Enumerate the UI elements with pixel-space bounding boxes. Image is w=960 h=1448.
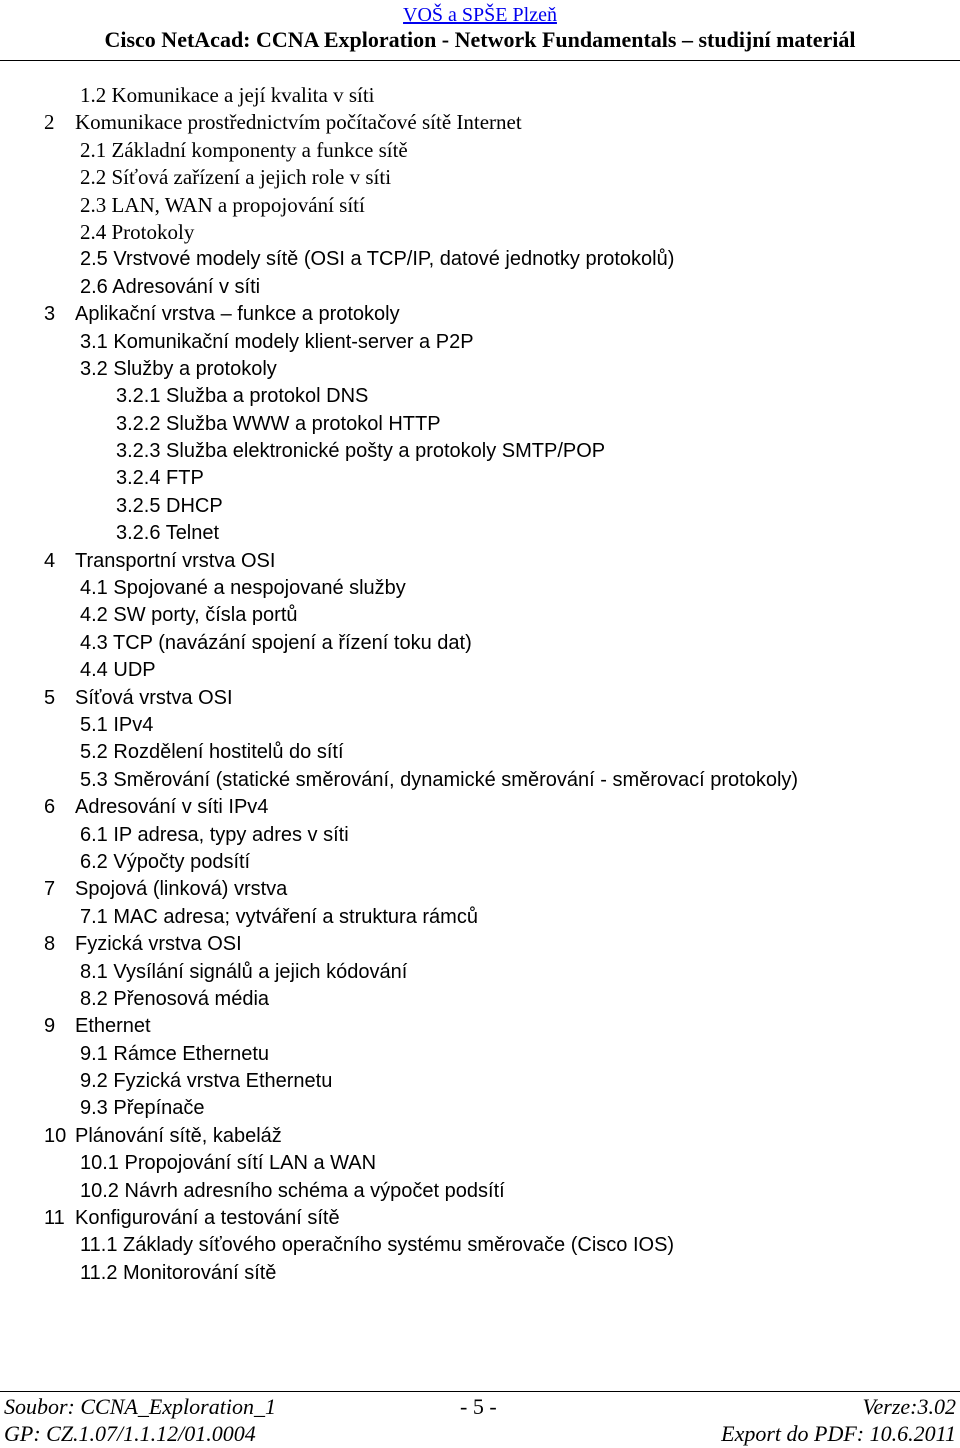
page-footer xyxy=(0,1393,960,1448)
toc-entry-title: Služba elektronické pošty a protokoly SMTP/POP xyxy=(166,440,606,463)
toc-entry-title: MAC adresa; vytváření a struktura rámců xyxy=(113,905,478,928)
toc-entry-label xyxy=(80,1150,376,1177)
toc-entry-number: 3.2.4 xyxy=(116,467,161,490)
toc-entry-label xyxy=(80,959,407,986)
toc-entry-title: SW porty, čísla portů xyxy=(113,604,298,627)
header-org-link[interactable]: VOŠ a SPŠE Plzeň xyxy=(403,4,557,26)
toc-entry-title: Aplikační vrstva – funkce a protokoly xyxy=(75,303,400,326)
toc-entry xyxy=(0,548,960,575)
toc-entry-title: Přenosová média xyxy=(113,987,270,1010)
toc-entry xyxy=(0,1205,960,1232)
footer-export-date: Export do PDF: 10.6.2011 xyxy=(721,1421,956,1446)
toc-entry-title: Fyzická vrstva OSI xyxy=(75,933,242,956)
toc-entry-title: Vysílání signálů a jejich kódování xyxy=(113,960,408,983)
toc-entry xyxy=(0,794,960,821)
toc-entry-number: 3.1 xyxy=(80,330,108,353)
toc-entry-label xyxy=(116,383,368,410)
toc-entry xyxy=(0,1095,960,1122)
toc-entry-label xyxy=(80,164,391,191)
toc-entry-label xyxy=(80,822,349,849)
toc-entry-label xyxy=(80,602,298,629)
toc-entry-label xyxy=(80,1260,276,1287)
toc-entry-title: Služba WWW a protokol HTTP xyxy=(166,412,441,435)
toc-entry-title: DHCP xyxy=(166,494,223,517)
toc-entry xyxy=(0,192,960,219)
toc-entry-number: 5.3 xyxy=(80,768,108,791)
toc-entry xyxy=(0,1068,960,1095)
toc-entry-number: 10 xyxy=(44,1124,67,1147)
toc-entry xyxy=(0,822,960,849)
toc-entry-title: Výpočty podsítí xyxy=(113,850,251,873)
toc-entry-number: 4.1 xyxy=(80,577,108,600)
toc-entry-title: Komunikace a její kvalita v síti xyxy=(111,83,375,107)
toc-entry xyxy=(0,411,960,438)
toc-entry xyxy=(0,137,960,164)
toc-entry-number: 7.1 xyxy=(80,905,108,928)
toc-entry-label xyxy=(80,219,194,246)
toc-entry-label xyxy=(80,1095,205,1122)
table-of-contents xyxy=(0,82,960,1287)
toc-entry-title: Protokoly xyxy=(111,219,195,244)
toc-entry-label xyxy=(80,82,375,109)
toc-entry xyxy=(0,520,960,547)
toc-entry-number: 9.1 xyxy=(80,1042,108,1065)
toc-entry-title: Spojované a nespojované služby xyxy=(113,577,406,600)
toc-entry xyxy=(0,1013,960,1040)
toc-entry-label xyxy=(80,274,260,301)
toc-entry-number: 6.2 xyxy=(80,850,108,873)
toc-entry-title: Vrstvové modely sítě (OSI a TCP/IP, datové jednotky protokolů) xyxy=(113,248,675,271)
toc-entry-number: 4 xyxy=(44,549,56,572)
toc-entry-number: 5.2 xyxy=(80,741,108,764)
toc-entry-label xyxy=(80,1178,505,1205)
toc-entry-label xyxy=(116,520,219,547)
toc-entry-title: Rozdělení hostitelů do sítí xyxy=(113,741,344,764)
toc-entry-number: 9.2 xyxy=(80,1070,108,1093)
toc-entry-title: Fyzická vrstva Ethernetu xyxy=(113,1070,333,1093)
toc-entry-number: 6 xyxy=(44,796,56,819)
toc-entry xyxy=(0,657,960,684)
toc-entry xyxy=(0,383,960,410)
header-divider xyxy=(0,60,960,61)
toc-entry-number: 3 xyxy=(44,303,56,326)
toc-entry-label xyxy=(80,712,153,739)
toc-entry xyxy=(0,164,960,191)
toc-entry xyxy=(0,767,960,794)
toc-entry-number: 2 xyxy=(44,110,55,135)
toc-entry-number: 4.3 xyxy=(80,631,108,654)
toc-entry-title: Adresování v síti xyxy=(112,275,261,298)
toc-entry-title: UDP xyxy=(113,659,156,682)
toc-entry xyxy=(0,712,960,739)
toc-entry xyxy=(0,1041,960,1068)
toc-entry-number: 7 xyxy=(44,878,56,901)
toc-entry-label xyxy=(80,356,277,383)
toc-entry-title: Konfigurování a testování sítě xyxy=(75,1207,340,1230)
toc-entry-title: IPv4 xyxy=(113,713,154,736)
toc-entry xyxy=(0,849,960,876)
toc-entry-title: Rámce Ethernetu xyxy=(113,1042,270,1065)
toc-entry-label xyxy=(80,1041,269,1068)
toc-entry-number: 11.1 xyxy=(80,1234,118,1257)
toc-entry xyxy=(0,274,960,301)
toc-entry xyxy=(0,438,960,465)
toc-entry-number: 11.2 xyxy=(80,1261,118,1284)
toc-entry-label xyxy=(80,192,365,219)
toc-entry-label xyxy=(80,904,478,931)
toc-entry-number: 8.1 xyxy=(80,960,108,983)
toc-entry-number: 3.2.3 xyxy=(116,440,161,463)
toc-entry-number: 3.2 xyxy=(80,357,108,380)
toc-entry-number: 2.5 xyxy=(80,248,108,271)
toc-entry-title: Telnet xyxy=(165,522,220,545)
toc-entry xyxy=(0,575,960,602)
toc-entry-label xyxy=(116,493,223,520)
toc-entry-label xyxy=(80,329,474,356)
toc-entry-number: 3.2.2 xyxy=(116,412,161,435)
toc-entry-title: Základní komponenty a funkce sítě xyxy=(111,137,408,162)
toc-entry-title: Síťová vrstva OSI xyxy=(75,686,233,709)
footer-file-name: Soubor: CCNA_Exploration_1 xyxy=(4,1394,276,1419)
toc-entry-title: Monitorování sítě xyxy=(123,1261,277,1284)
toc-entry-title: Adresování v síti IPv4 xyxy=(75,796,269,819)
toc-entry-label xyxy=(80,767,798,794)
toc-entry-title: Spojová (linková) vrstva xyxy=(75,878,288,901)
footer-divider xyxy=(0,1391,960,1392)
toc-entry-label xyxy=(80,849,250,876)
toc-entry xyxy=(0,1150,960,1177)
toc-entry-title: Komunikace prostřednictvím počítačové sítě Internet xyxy=(75,110,522,135)
toc-entry-number: 2.6 xyxy=(80,275,108,298)
toc-entry xyxy=(0,301,960,328)
footer-version: Verze:3.02 xyxy=(862,1394,956,1419)
toc-entry-title: Komunikační modely klient-server a P2P xyxy=(113,330,474,353)
toc-entry-number: 2.4 xyxy=(80,219,107,244)
toc-entry-title: Návrh adresního schéma a výpočet podsítí xyxy=(124,1179,505,1202)
toc-entry xyxy=(0,630,960,657)
toc-entry-title: Ethernet xyxy=(75,1015,151,1038)
toc-entry-title: FTP xyxy=(166,467,204,490)
toc-entry-number: 1.2 xyxy=(80,83,107,107)
toc-entry-number: 2.2 xyxy=(80,165,107,190)
toc-entry xyxy=(0,931,960,958)
toc-entry xyxy=(0,109,960,136)
toc-entry xyxy=(0,685,960,712)
toc-entry xyxy=(0,493,960,520)
toc-entry-number: 10.1 xyxy=(80,1152,119,1175)
toc-entry-title: Směrování (statické směrování, dynamické směrování - směrovací protokoly) xyxy=(113,768,799,791)
toc-entry-title: LAN, WAN a propojování sítí xyxy=(111,192,365,217)
toc-entry-number: 4.2 xyxy=(80,604,108,627)
toc-entry xyxy=(0,1260,960,1287)
toc-entry-number: 3.2.5 xyxy=(116,494,161,517)
toc-entry-label xyxy=(80,630,472,657)
toc-entry xyxy=(0,219,960,246)
header-title: Cisco NetAcad: CCNA Exploration - Network Fundamentals – studijní materiál xyxy=(104,27,856,52)
toc-entry-label xyxy=(80,986,269,1013)
toc-entry-number: 4.4 xyxy=(80,659,108,682)
toc-entry-label xyxy=(80,575,406,602)
toc-entry-number: 11 xyxy=(44,1207,65,1230)
toc-entry-title: Služby a protokoly xyxy=(113,357,277,380)
toc-entry-number: 6.1 xyxy=(80,823,108,846)
toc-entry-number: 2.1 xyxy=(80,137,107,162)
toc-entry-number: 3.2.6 xyxy=(116,522,161,545)
footer-page-number: - 5 - xyxy=(460,1394,497,1419)
toc-entry-title: TCP (navázání spojení a řízení toku dat) xyxy=(113,631,472,654)
toc-entry-title: Přepínače xyxy=(113,1097,205,1120)
toc-entry xyxy=(0,986,960,1013)
toc-entry-title: Služba a protokol DNS xyxy=(166,385,369,408)
toc-entry-title: Základy síťového operačního systému směrovače (Cisco IOS) xyxy=(123,1234,675,1257)
toc-entry xyxy=(0,959,960,986)
toc-entry-title: IP adresa, typy adres v síti xyxy=(113,823,349,846)
toc-entry-title: Síťová zařízení a jejich role v síti xyxy=(111,165,392,190)
toc-entry xyxy=(0,1232,960,1259)
toc-entry-number: 10.2 xyxy=(80,1179,119,1202)
toc-entry-label xyxy=(80,739,344,766)
toc-entry-label xyxy=(116,465,204,492)
toc-entry xyxy=(0,465,960,492)
toc-entry-number: 2.3 xyxy=(80,192,107,217)
toc-entry xyxy=(0,356,960,383)
toc-entry xyxy=(0,1123,960,1150)
toc-entry-number: 5.1 xyxy=(80,713,108,736)
footer-grant-number: GP: CZ.1.07/1.1.12/01.0004 xyxy=(4,1421,256,1446)
toc-entry-title: Propojování sítí LAN a WAN xyxy=(124,1152,377,1175)
toc-entry-label xyxy=(116,438,605,465)
toc-entry xyxy=(0,329,960,356)
toc-entry-label xyxy=(80,1068,332,1095)
toc-entry xyxy=(0,1178,960,1205)
toc-entry-title: Transportní vrstva OSI xyxy=(75,549,276,572)
toc-entry-number: 8 xyxy=(44,933,56,956)
toc-entry-number: 5 xyxy=(44,686,56,709)
toc-entry xyxy=(0,739,960,766)
toc-entry-number: 9.3 xyxy=(80,1097,108,1120)
toc-entry-label xyxy=(80,657,156,684)
toc-entry-label xyxy=(116,411,441,438)
toc-entry xyxy=(0,82,960,109)
toc-entry xyxy=(0,904,960,931)
toc-entry xyxy=(0,246,960,273)
toc-entry-label xyxy=(80,137,408,164)
toc-entry-number: 9 xyxy=(44,1015,56,1038)
toc-entry-number: 3.2.1 xyxy=(116,385,161,408)
toc-entry-number: 8.2 xyxy=(80,987,108,1010)
toc-entry-label xyxy=(80,246,674,273)
toc-entry xyxy=(0,876,960,903)
toc-entry-label xyxy=(80,1232,674,1259)
toc-entry-title: Plánování sítě, kabeláž xyxy=(75,1124,282,1147)
toc-entry xyxy=(0,602,960,629)
